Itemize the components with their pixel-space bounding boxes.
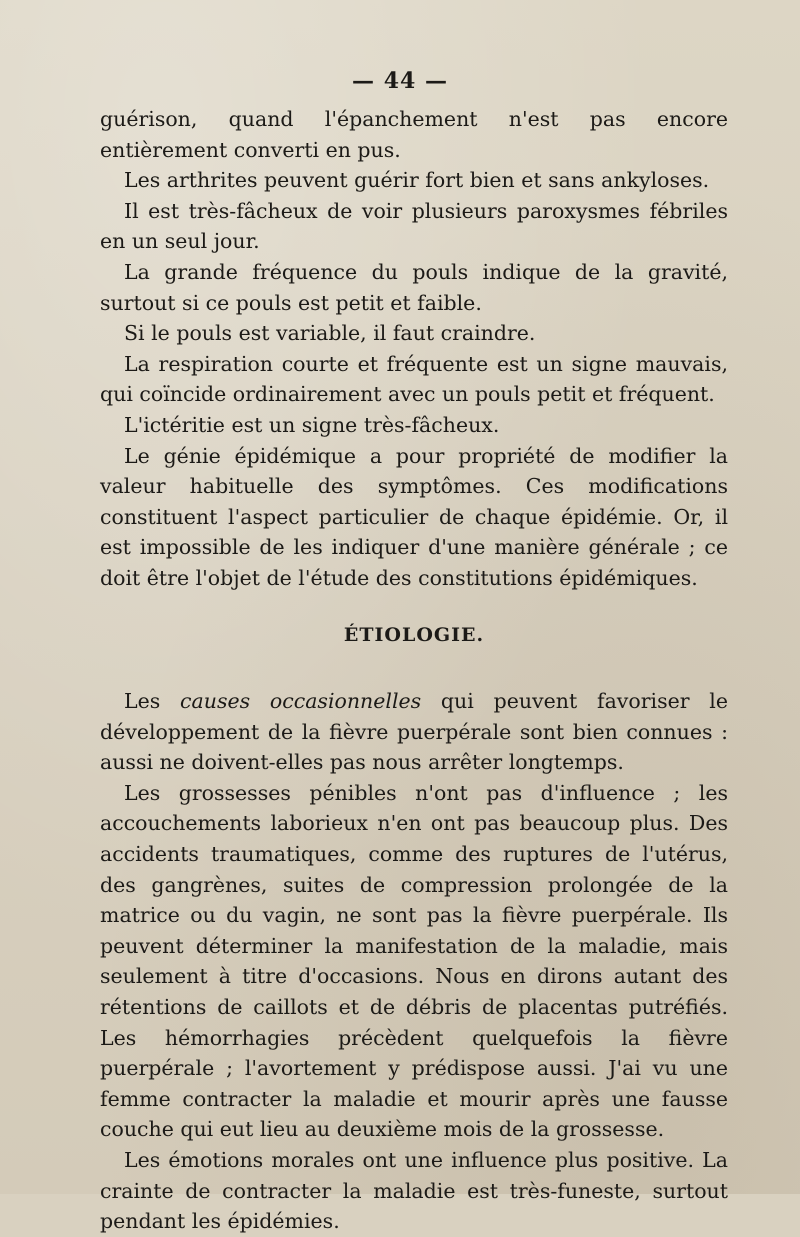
paragraph: L'ictéritie est un signe très-fâcheux. bbox=[124, 412, 500, 437]
paragraph: Il est très-fâcheux de voir plusieurs paroxysmes fébriles en un seul jour. bbox=[100, 198, 728, 254]
upper-text-block bbox=[100, 104, 728, 1237]
section-heading: ÉTIOLOGIE. bbox=[343, 623, 485, 646]
paragraph: Le génie épidémique a pour propriété de modifier la valeur habituelle des symptômes. Ces modifications constituent l'aspect particulier de chaque épidémie. Or, il est impossible de les indiquer d'une manière générale ; ce doit être l'objet de l'étude des constitutions épidémiques. bbox=[100, 443, 728, 590]
paragraph: La grande fréquence du pouls indique de la gravité, surtout si ce pouls est petit et faible. bbox=[100, 259, 728, 315]
paragraph: Les émotions morales ont une influence plus positive. La crainte de contracter la maladie est très-funeste, surtout pendant les épidémies. bbox=[100, 1148, 728, 1234]
paragraph-suffix: qui peuvent favoriser le développement de la fièvre puerpérale sont bien connues : aussi ne doivent-elles pas nous arrêter longtemps. bbox=[100, 689, 728, 775]
paragraph-causes bbox=[100, 686, 728, 778]
paragraph-prefix: Les bbox=[124, 689, 181, 714]
page-number: — 44 — bbox=[352, 68, 448, 94]
paragraph: La respiration courte et fréquente est un signe mauvais, qui coïncide ordinairement avec un pouls petit et fréquent. bbox=[100, 351, 728, 407]
paragraph: guérison, quand l'épanchement n'est pas encore entièrement converti en pus. bbox=[100, 107, 728, 162]
paragraph: Si le pouls est variable, il faut craindre. bbox=[124, 321, 536, 346]
emphasis-term: causes occasionnelles bbox=[180, 689, 422, 714]
paragraph: Les grossesses pénibles n'ont pas d'influence ; les accouchements laborieux n'en ont pas beaucoup plus. Des accidents traumatiques, comme des ruptures de l'utérus, des gangrènes, suites de compression prolongée de la matrice ou du vagin, ne sont pas la fièvre puerpérale. Ils peuvent déterminer la manifestation de la maladie, mais seulement à titre d'occasions. Nous en dirons autant des rétentions de caillots et de débris de placentas putréfiés. Les hémorrhagies précèdent quelquefois la fièvre puerpérale ; l'avortement y prédispose aussi. J'ai vu une femme contracter la maladie et mourir après une fausse couche qui eut lieu au deuxième mois de la grossesse. bbox=[100, 780, 728, 1142]
paragraph: Les arthrites peuvent guérir fort bien et sans ankyloses. bbox=[124, 168, 710, 193]
